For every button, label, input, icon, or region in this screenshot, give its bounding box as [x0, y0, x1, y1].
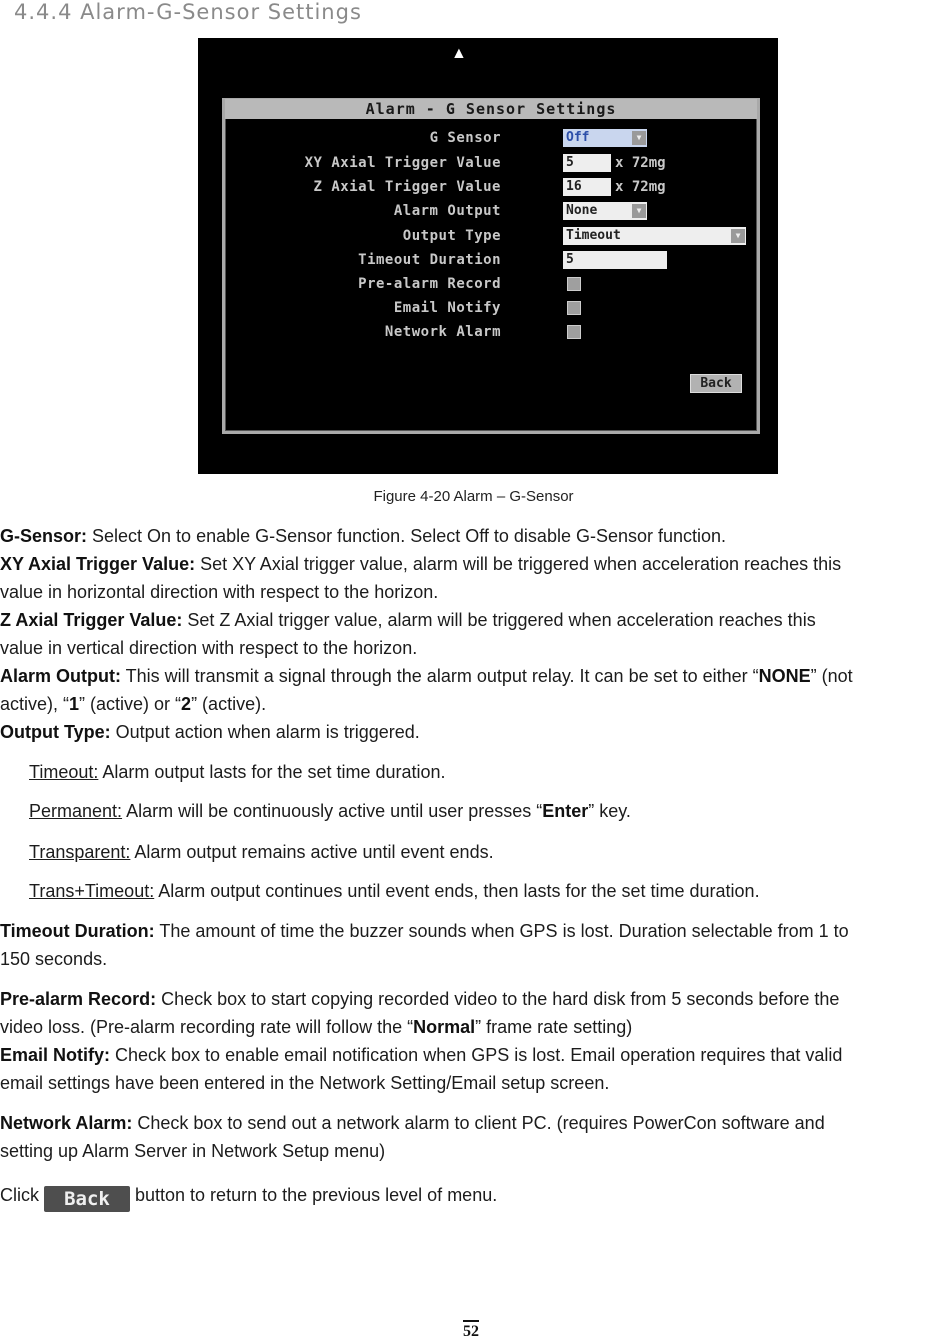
xy-trigger-description: XY Axial Trigger Value: Set XY Axial trigger value, alarm will be triggered when acceleration reaches this value in horizontal direction with respect to the horizon. [0, 554, 842, 602]
z-trigger-input[interactable]: 16 [563, 178, 611, 196]
mouse-cursor-icon: ▲ [451, 45, 467, 62]
alarm-output-description: Alarm Output: This will transmit a signal through the alarm output relay. It can be set to either “NONE” (not active), “1” (active) or “2” (active). [0, 666, 853, 714]
chevron-down-icon: ▼ [731, 229, 745, 243]
figure-caption: Figure 4-20 Alarm – G-Sensor [373, 488, 574, 505]
output-type-label: Output Type [402, 228, 501, 244]
output-type-dropdown[interactable]: Timeout ▼ [563, 227, 746, 245]
g-sensor-label: G Sensor [429, 130, 501, 146]
timeout-option: Timeout: Alarm output lasts for the set time duration. [29, 762, 446, 782]
back-button[interactable]: Back [690, 374, 742, 393]
back-button-image: Back [44, 1186, 130, 1212]
timeout-duration-label: Timeout Duration [358, 252, 501, 268]
g-sensor-description: G-Sensor: Select On to enable G-Sensor function. Select Off to disable G-Sensor function. [0, 526, 727, 546]
pre-alarm-record-label: Pre-alarm Record [358, 276, 501, 292]
z-trigger-unit: x 72mg [615, 179, 666, 195]
xy-trigger-input[interactable]: 5 [563, 154, 611, 172]
trans-timeout-option: Trans+Timeout: Alarm output continues until event ends, then lasts for the set time duration. [29, 881, 760, 901]
email-notify-checkbox[interactable] [567, 301, 581, 315]
network-alarm-label: Network Alarm [384, 324, 501, 340]
xy-trigger-label: XY Axial Trigger Value [304, 155, 501, 171]
g-sensor-dropdown[interactable]: Off ▼ [563, 129, 647, 147]
alarm-output-label: Alarm Output [393, 203, 501, 219]
page-number: 52 [463, 1320, 479, 1341]
network-alarm-checkbox[interactable] [567, 325, 581, 339]
section-title: 4.4.4 Alarm-G-Sensor Settings [14, 0, 362, 24]
email-notify-description: Email Notify: Check box to enable email notification when GPS is lost. Email operation requires that valid email settings have been entered in the Network Setting/Email setup screen. [0, 1045, 843, 1093]
alarm-output-dropdown[interactable]: None ▼ [563, 202, 647, 220]
email-notify-label: Email Notify [393, 300, 501, 316]
transparent-option: Transparent: Alarm output remains active until event ends. [29, 842, 494, 862]
pre-alarm-record-checkbox[interactable] [567, 277, 581, 291]
pre-alarm-description: Pre-alarm Record: Check box to start copying recorded video to the hard disk from 5 seconds before the video loss. (Pre-alarm recording rate will follow the “Normal” frame rate setting) [0, 989, 840, 1037]
alarm-gsensor-dialog [222, 98, 760, 434]
output-type-description: Output Type: Output action when alarm is triggered. [0, 722, 420, 742]
xy-trigger-unit: x 72mg [615, 155, 666, 171]
back-instruction: Click Back button to return to the previous level of menu. [0, 1185, 498, 1210]
chevron-down-icon: ▼ [632, 131, 646, 145]
gsensor-menu-figure [198, 38, 778, 474]
timeout-duration-input[interactable]: 5 [563, 251, 667, 269]
timeout-duration-description: Timeout Duration: The amount of time the buzzer sounds when GPS is lost. Duration selectable from 1 to 150 seconds. [0, 921, 849, 969]
chevron-down-icon: ▼ [632, 204, 646, 218]
dialog-title: Alarm - G Sensor Settings [225, 99, 757, 119]
z-trigger-label: Z Axial Trigger Value [313, 179, 501, 195]
permanent-option: Permanent: Alarm will be continuously active until user presses “Enter” key. [29, 801, 631, 821]
z-trigger-description: Z Axial Trigger Value: Set Z Axial trigger value, alarm will be triggered when acceleration reaches this value in vertical direction with respect to the horizon. [0, 610, 816, 658]
network-alarm-description: Network Alarm: Check box to send out a network alarm to client PC. (requires PowerCon software and setting up Alarm Server in Network Setup menu) [0, 1113, 825, 1161]
